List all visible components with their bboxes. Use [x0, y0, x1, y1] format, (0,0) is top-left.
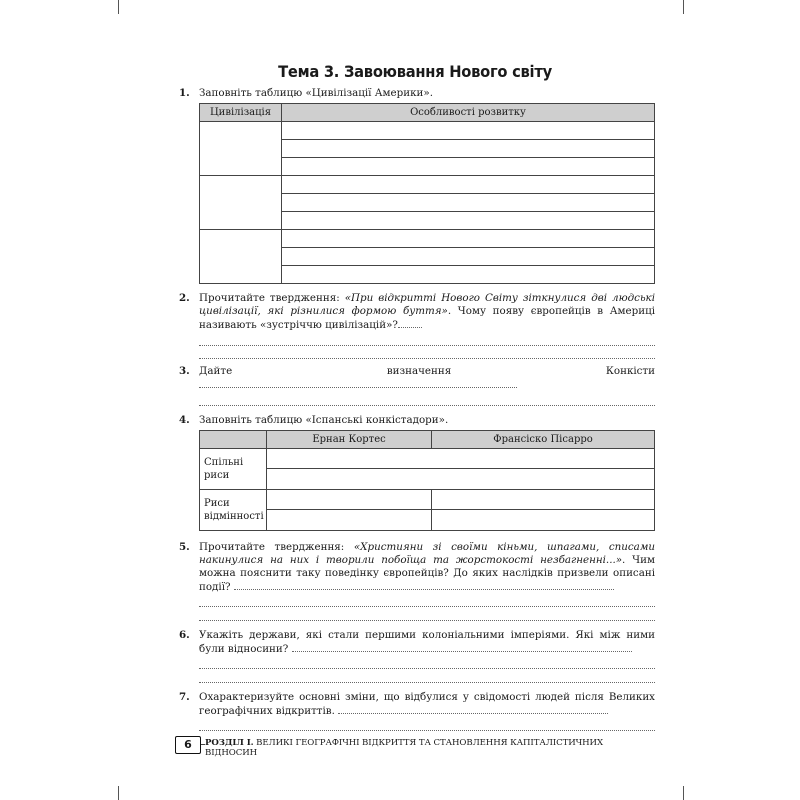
table-cell[interactable] — [200, 230, 282, 284]
task-number: 6. — [179, 628, 190, 641]
task-number: 4. — [179, 413, 190, 426]
task-number: 5. — [179, 540, 190, 553]
page-footer — [175, 734, 655, 758]
page-title: Тема 3. Завоювання Нового світу — [278, 62, 552, 81]
worksheet-page — [175, 62, 655, 731]
task-3 — [175, 365, 655, 406]
task-7 — [175, 691, 655, 732]
table-cell[interactable] — [432, 510, 655, 531]
column-header: Ернан Кортес — [267, 430, 432, 448]
crop-mark — [683, 0, 684, 14]
answer-line[interactable] — [199, 656, 655, 670]
table-cell[interactable] — [267, 448, 655, 469]
answer-line[interactable] — [199, 392, 655, 406]
task-number: 1. — [179, 87, 190, 99]
table-cell[interactable] — [282, 266, 655, 284]
table-cell[interactable] — [267, 489, 432, 510]
table-cell[interactable] — [200, 122, 282, 176]
table-cell[interactable] — [282, 248, 655, 266]
task-text: Охарактеризуйте основні зміни, що відбулися у свідомості людей після Великих географічних відкриттів. — [199, 690, 655, 717]
answer-line[interactable] — [338, 704, 608, 714]
table-cell[interactable] — [282, 212, 655, 230]
column-header: Цивілізація — [200, 104, 282, 122]
table-cell[interactable] — [282, 230, 655, 248]
task-text: Заповніть таблицю «Іспанські конкістадори». — [199, 413, 449, 426]
table-cell[interactable] — [282, 122, 655, 140]
column-header: Особливості розвитку — [282, 104, 655, 122]
task-number: 7. — [179, 690, 190, 703]
task-text: Дайте визначення Конкісти — [199, 365, 655, 392]
task-text: Прочитайте твердження: «При відкритті Нового Світу зіткнулися дві людські цивілізації, які різнилися формою буття». Чому появу європейців в Америці називають «зустріччю цивілізацій»? — [199, 292, 655, 331]
table-cell[interactable] — [267, 469, 655, 490]
column-header — [200, 430, 267, 448]
answer-line[interactable] — [199, 346, 655, 360]
civilizations-table — [199, 103, 655, 284]
table-cell[interactable] — [282, 140, 655, 158]
answer-line[interactable] — [199, 669, 655, 683]
task-text: Укажіть держави, які стали першими колоніальними імперіями. Які між ними були відносини? — [199, 628, 655, 655]
table-cell[interactable] — [282, 176, 655, 194]
answer-line[interactable] — [199, 594, 655, 608]
table-cell[interactable] — [200, 176, 282, 230]
answer-line[interactable] — [398, 318, 422, 328]
table-cell[interactable] — [432, 489, 655, 510]
page-number: 6 — [175, 736, 201, 754]
task-6 — [175, 629, 655, 683]
table-cell[interactable] — [267, 510, 432, 531]
row-label-common: Спільні риси — [200, 448, 267, 489]
table-cell[interactable] — [282, 158, 655, 176]
section-title: РОЗДІЛ І. ВЕЛИКІ ГЕОГРАФІЧНІ ВІДКРИТТЯ ТА СТАНОВЛЕННЯ КАПІТАЛІСТИЧНИХ ВІДНОСИН — [205, 738, 655, 758]
column-header: Франсіско Пісарро — [432, 430, 655, 448]
answer-line[interactable] — [234, 580, 614, 590]
answer-line[interactable] — [292, 642, 632, 652]
crop-mark — [683, 786, 684, 800]
quote: «Християни зі своїми кіньми, шпагами, списами накинулися на них і творили побоїща та жорстокості незбагненні...». — [199, 540, 655, 566]
task-1 — [175, 87, 655, 284]
row-label-differences: Риси відмінності — [200, 489, 267, 530]
crop-mark — [118, 786, 119, 800]
task-number: 2. — [179, 292, 190, 304]
table-cell[interactable] — [282, 194, 655, 212]
conquistadors-table — [199, 430, 655, 531]
answer-line[interactable] — [199, 378, 517, 388]
task-4 — [175, 414, 655, 531]
task-number: 3. — [179, 365, 190, 377]
task-text: Прочитайте твердження: «Християни зі своїми кіньми, шпагами, списами накинулися на них і творили побоїща та жорстокості незбагненні...». Чим можна пояснити таку поведінку європейців? До яких наслідків призвели описані події? — [199, 540, 655, 593]
answer-line[interactable] — [199, 607, 655, 621]
task-text: Заповніть таблицю «Цивілізації Америки». — [199, 87, 433, 99]
quote: «При відкритті Нового Світу зіткнулися дві людські цивілізації, які різнилися формою буття». — [199, 292, 655, 317]
task-2 — [175, 292, 655, 359]
answer-line[interactable] — [199, 718, 655, 732]
answer-line[interactable] — [199, 332, 655, 346]
task-5 — [175, 541, 655, 621]
crop-mark — [118, 0, 119, 14]
